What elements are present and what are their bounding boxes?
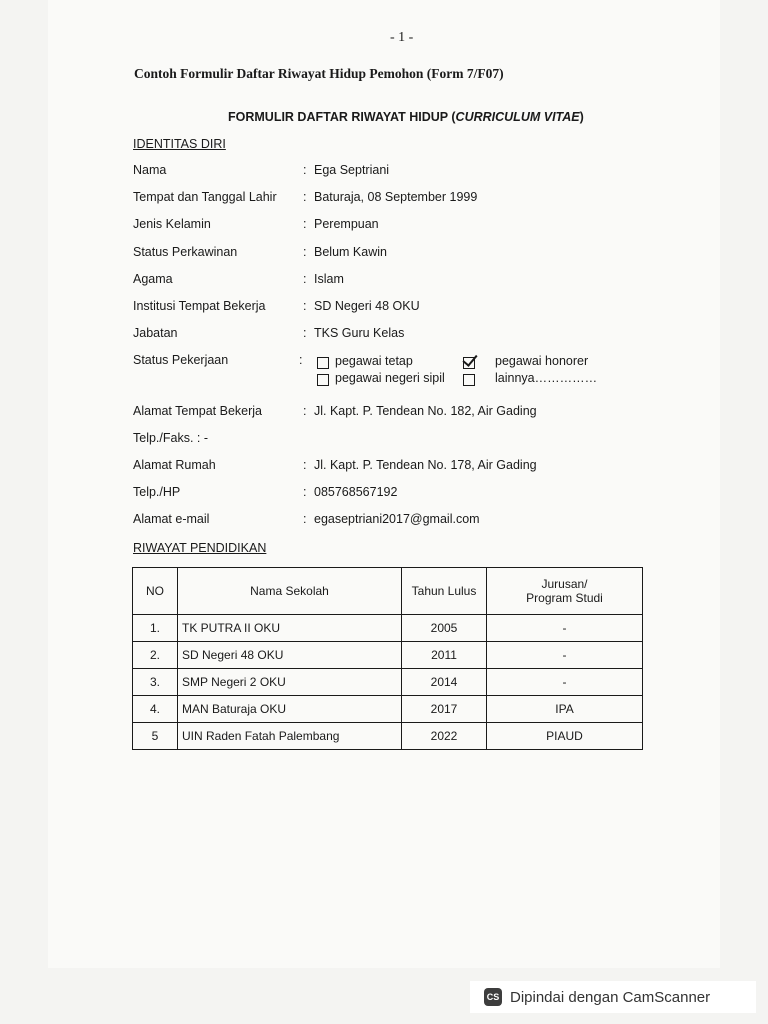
colon: : — [303, 299, 307, 313]
field-value-phone: 085768567192 — [314, 485, 398, 499]
option-label-pegawai-honorer: pegawai honorer — [495, 354, 589, 368]
field-label-work-address: Alamat Tempat Bekerja — [133, 404, 262, 418]
cv-title — [228, 110, 584, 124]
camscanner-text: Dipindai dengan CamScanner — [510, 988, 711, 1006]
table-header-row — [133, 568, 643, 615]
field-label-marital: Status Perkawinan — [133, 245, 238, 259]
table-row — [133, 615, 643, 642]
page-number: - 1 - — [390, 30, 414, 45]
header-major — [487, 568, 643, 615]
table-row — [133, 696, 643, 723]
checkbox-pegawai-tetap[interactable] — [317, 357, 329, 369]
field-value-position: TKS Guru Kelas — [314, 326, 405, 340]
cell-year: 2017 — [402, 696, 487, 723]
option-label-lainnya: lainnya…………… — [495, 371, 598, 385]
camscanner-icon: CS — [484, 988, 502, 1006]
cell-school: SMP Negeri 2 OKU — [178, 669, 402, 696]
checkbox-lainnya[interactable] — [463, 374, 475, 386]
field-value-religion: Islam — [314, 272, 344, 286]
colon: : — [303, 272, 307, 286]
cell-major: - — [487, 642, 643, 669]
camscanner-watermark — [470, 981, 756, 1013]
field-label-home-address: Alamat Rumah — [133, 458, 216, 472]
field-label-name: Nama — [133, 163, 167, 177]
field-label-work-status: Status Pekerjaan — [133, 353, 229, 367]
colon: : — [303, 217, 307, 231]
header-school: Nama Sekolah — [178, 568, 402, 615]
cell-no: 2. — [133, 642, 178, 669]
header-major-line1: Jurusan/ — [541, 577, 588, 591]
colon: : — [303, 190, 307, 204]
cell-year: 2022 — [402, 723, 487, 750]
cell-major: - — [487, 615, 643, 642]
colon: : — [303, 458, 307, 472]
cv-title-main: FORMULIR DAFTAR RIWAYAT HIDUP ( — [228, 110, 456, 124]
checkbox-pegawai-honorer[interactable] — [463, 357, 475, 369]
field-label-email: Alamat e-mail — [133, 512, 210, 526]
cv-title-italic: CURRICULUM VITAE — [455, 110, 580, 124]
field-label-phone: Telp./HP — [133, 485, 181, 499]
cell-school: UIN Raden Fatah Palembang — [178, 723, 402, 750]
table-row — [133, 669, 643, 696]
form-title: Contoh Formulir Daftar Riwayat Hidup Pemohon (Form 7/F07) — [134, 66, 504, 81]
cell-no: 3. — [133, 669, 178, 696]
field-value-email: egaseptriani2017@gmail.com — [314, 512, 480, 526]
colon: : — [303, 485, 307, 499]
cell-year: 2011 — [402, 642, 487, 669]
colon: : — [303, 163, 307, 177]
cell-school: SD Negeri 48 OKU — [178, 642, 402, 669]
header-year: Tahun Lulus — [402, 568, 487, 615]
cell-school: TK PUTRA II OKU — [178, 615, 402, 642]
colon: : — [299, 353, 303, 367]
cell-year: 2014 — [402, 669, 487, 696]
education-table — [132, 567, 643, 750]
colon: : — [303, 404, 307, 418]
field-value-work-address: Jl. Kapt. P. Tendean No. 182, Air Gading — [314, 404, 537, 418]
cell-major: - — [487, 669, 643, 696]
option-label-pegawai-negeri-sipil: pegawai negeri sipil — [335, 371, 445, 385]
cell-no: 1. — [133, 615, 178, 642]
table-row — [133, 642, 643, 669]
cell-year: 2005 — [402, 615, 487, 642]
field-label-birth: Tempat dan Tanggal Lahir — [133, 190, 277, 204]
header-major-line2: Program Studi — [526, 591, 603, 605]
cell-major: PIAUD — [487, 723, 643, 750]
field-label-religion: Agama — [133, 272, 173, 286]
colon: : — [303, 326, 307, 340]
cv-title-end: ) — [579, 110, 584, 124]
field-label-position: Jabatan — [133, 326, 178, 340]
cell-no: 5 — [133, 723, 178, 750]
education-section-label: RIWAYAT PENDIDIKAN — [133, 541, 267, 555]
colon: : — [303, 245, 307, 259]
checkbox-pegawai-negeri-sipil[interactable] — [317, 374, 329, 386]
field-value-gender: Perempuan — [314, 217, 379, 231]
identity-section-label: IDENTITAS DIRI — [133, 137, 226, 151]
option-label-pegawai-tetap: pegawai tetap — [335, 354, 413, 368]
cell-school: MAN Baturaja OKU — [178, 696, 402, 723]
field-value-institution: SD Negeri 48 OKU — [314, 299, 420, 313]
cell-major: IPA — [487, 696, 643, 723]
field-value-marital: Belum Kawin — [314, 245, 387, 259]
field-label-gender: Jenis Kelamin — [133, 217, 211, 231]
header-no: NO — [133, 568, 178, 615]
cell-no: 4. — [133, 696, 178, 723]
colon: : — [303, 512, 307, 526]
field-value-name: Ega Septriani — [314, 163, 390, 177]
field-value-birth: Baturaja, 08 September 1999 — [314, 190, 478, 204]
table-row — [133, 723, 643, 750]
field-label-institution: Institusi Tempat Bekerja — [133, 299, 266, 313]
field-value-home-address: Jl. Kapt. P. Tendean No. 178, Air Gading — [314, 458, 537, 472]
field-label-fax: Telp./Faks. : - — [133, 431, 209, 445]
